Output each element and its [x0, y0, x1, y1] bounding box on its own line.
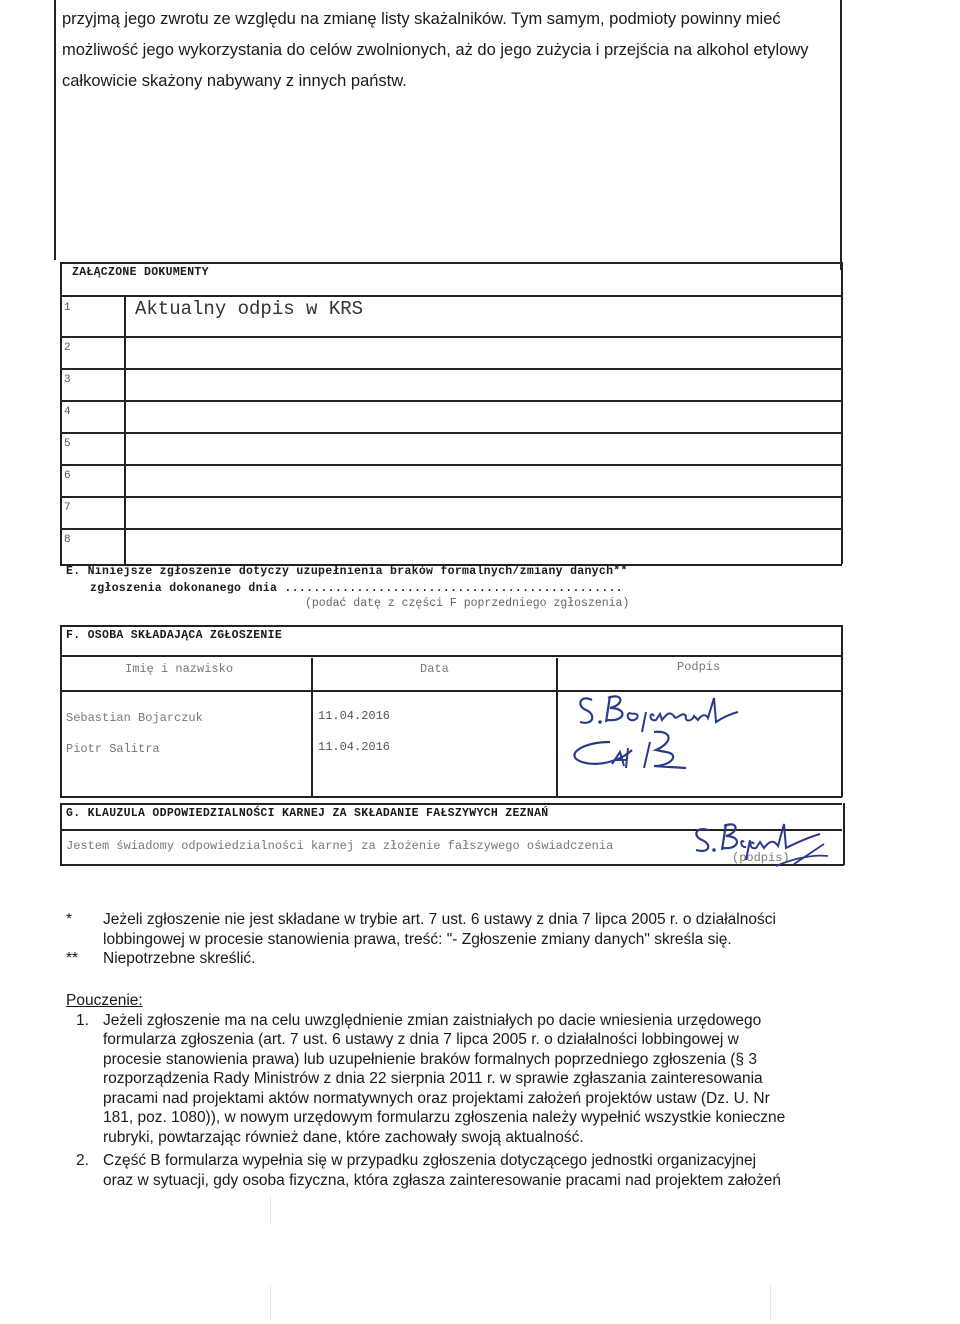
instruction-line: rubryki, powtarzając również dane, które zachowały swoją aktualność.	[103, 1128, 584, 1146]
instructions-section	[66, 991, 866, 1190]
scan-artifact	[770, 1285, 771, 1320]
instruction-line: oraz w sytuacji, gdy osoba fizyczna, która zgłasza zainteresowanie pracami nad projektem założeń	[103, 1171, 782, 1189]
instruction-line: procesie stanowienia prawa) lub uzupełnienie braków formalnych poprzedniego zgłoszenia (§ 3	[103, 1050, 757, 1068]
handwritten-signature	[562, 728, 702, 776]
intro-line: przyjmą jego zwrotu ze względu na zmianę listy skażalników. Tym samym, podmioty powinny mieć	[62, 10, 781, 28]
instruction-line: 181, poz. 1080)), w nowym urzędowym formularzu zgłoszenia należy wypełnić wszystkie konieczne	[103, 1109, 786, 1126]
row-number: 6	[64, 470, 71, 482]
footnote-mark: **	[66, 950, 79, 967]
row-number: 5	[64, 438, 71, 450]
footnote-mark: *	[66, 911, 73, 928]
row-number: 3	[64, 374, 71, 386]
section-f-heading: F. OSOBA SKŁADAJĄCA ZGŁOSZENIE	[66, 629, 283, 642]
handwritten-signature	[690, 820, 840, 870]
footnote-line: Niepotrzebne skreślić.	[103, 950, 256, 967]
signer-name: Sebastian Bojarczuk	[66, 711, 203, 725]
signer-date: 11.04.2016	[318, 740, 391, 754]
instruction-number: 1.	[76, 1011, 89, 1029]
instruction-line: rozporządzenia Rady Ministrów z dnia 22 sierpnia 2011 r. w sprawie zgłaszania zainteresowania	[103, 1070, 763, 1087]
section-e-line: zgłoszenia dokonanego dnia ...............................................	[90, 582, 623, 595]
section-e-line: E. Niniejsze zgłoszenie dotyczy uzupełnienia braków formalnych/zmiany danych**	[66, 565, 628, 578]
instruction-line: Jeżeli zgłoszenie ma na celu uwzględnienie zmian zaistniałych po dacie wniesienia urzędowego	[103, 1011, 762, 1029]
intro-line: możliwość jego wykorzystania do celów zwolnionych, aż do jego zużycia i przejścia na alkohol etylowy	[62, 41, 809, 59]
row-number: 8	[64, 534, 71, 546]
row-number: 7	[64, 502, 71, 514]
signer-name: Piotr Salitra	[66, 742, 160, 756]
row-number: 1	[64, 302, 71, 314]
column-header-date: Data	[420, 662, 449, 676]
column-header-signature: Podpis	[677, 660, 721, 674]
left-border	[54, 0, 56, 260]
footnote-line: Jeżeli zgłoszenie nie jest składane w trybie art. 7 ust. 6 ustawy z dnia 7 lipca 2005 r. o działalności	[103, 911, 776, 928]
instruction-line: formularza zgłoszenia (art. 7 ust. 6 ustawy z dnia 7 lipca 2005 r. o działalności lobbingowej w	[103, 1031, 739, 1048]
column-header-name: Imię i nazwisko	[125, 662, 234, 676]
liability-statement: Jestem świadomy odpowiedzialności karnej za złożenie fałszywego oświadczenia	[66, 839, 614, 853]
attachments-heading: ZAŁĄCZONE DOKUMENTY	[72, 266, 209, 279]
signature-label: (podpis)	[732, 851, 790, 865]
scan-artifact	[270, 1285, 271, 1320]
row-number: 2	[64, 342, 71, 354]
instruction-line: Część B formularza wypełnia się w przypadku zgłoszenia dotyczącego jednostki organizacyjnej	[103, 1152, 757, 1169]
signer-date: 11.04.2016	[318, 709, 391, 723]
instruction-number: 2.	[76, 1152, 89, 1169]
footnote-line: lobbingowej w procesie stanowienia prawa, treść: "- Zgłoszenie zmiany danych" skreśla się.	[103, 930, 732, 948]
attachment-text: Aktualny odpis w KRS	[135, 298, 364, 320]
intro-line: całkowicie skażony nabywany z innych państw.	[62, 72, 407, 90]
section-e-hint: (podać datę z części F poprzedniego zgłoszenia)	[305, 597, 630, 610]
intro-paragraph	[62, 4, 842, 97]
section-g-heading: G. KLAUZULA ODPOWIEDZIALNOŚCI KARNEJ ZA SKŁADANIE FAŁSZYWYCH ZEZNAŃ	[66, 807, 549, 820]
scan-artifact	[270, 1195, 271, 1225]
instruction-line: pracami nad projektami aktów normatywnych oraz projektami założeń projektów ustaw (Dz. U. Nr	[103, 1089, 770, 1107]
row-number: 4	[64, 406, 71, 418]
instructions-title: Pouczenie:	[66, 992, 143, 1009]
